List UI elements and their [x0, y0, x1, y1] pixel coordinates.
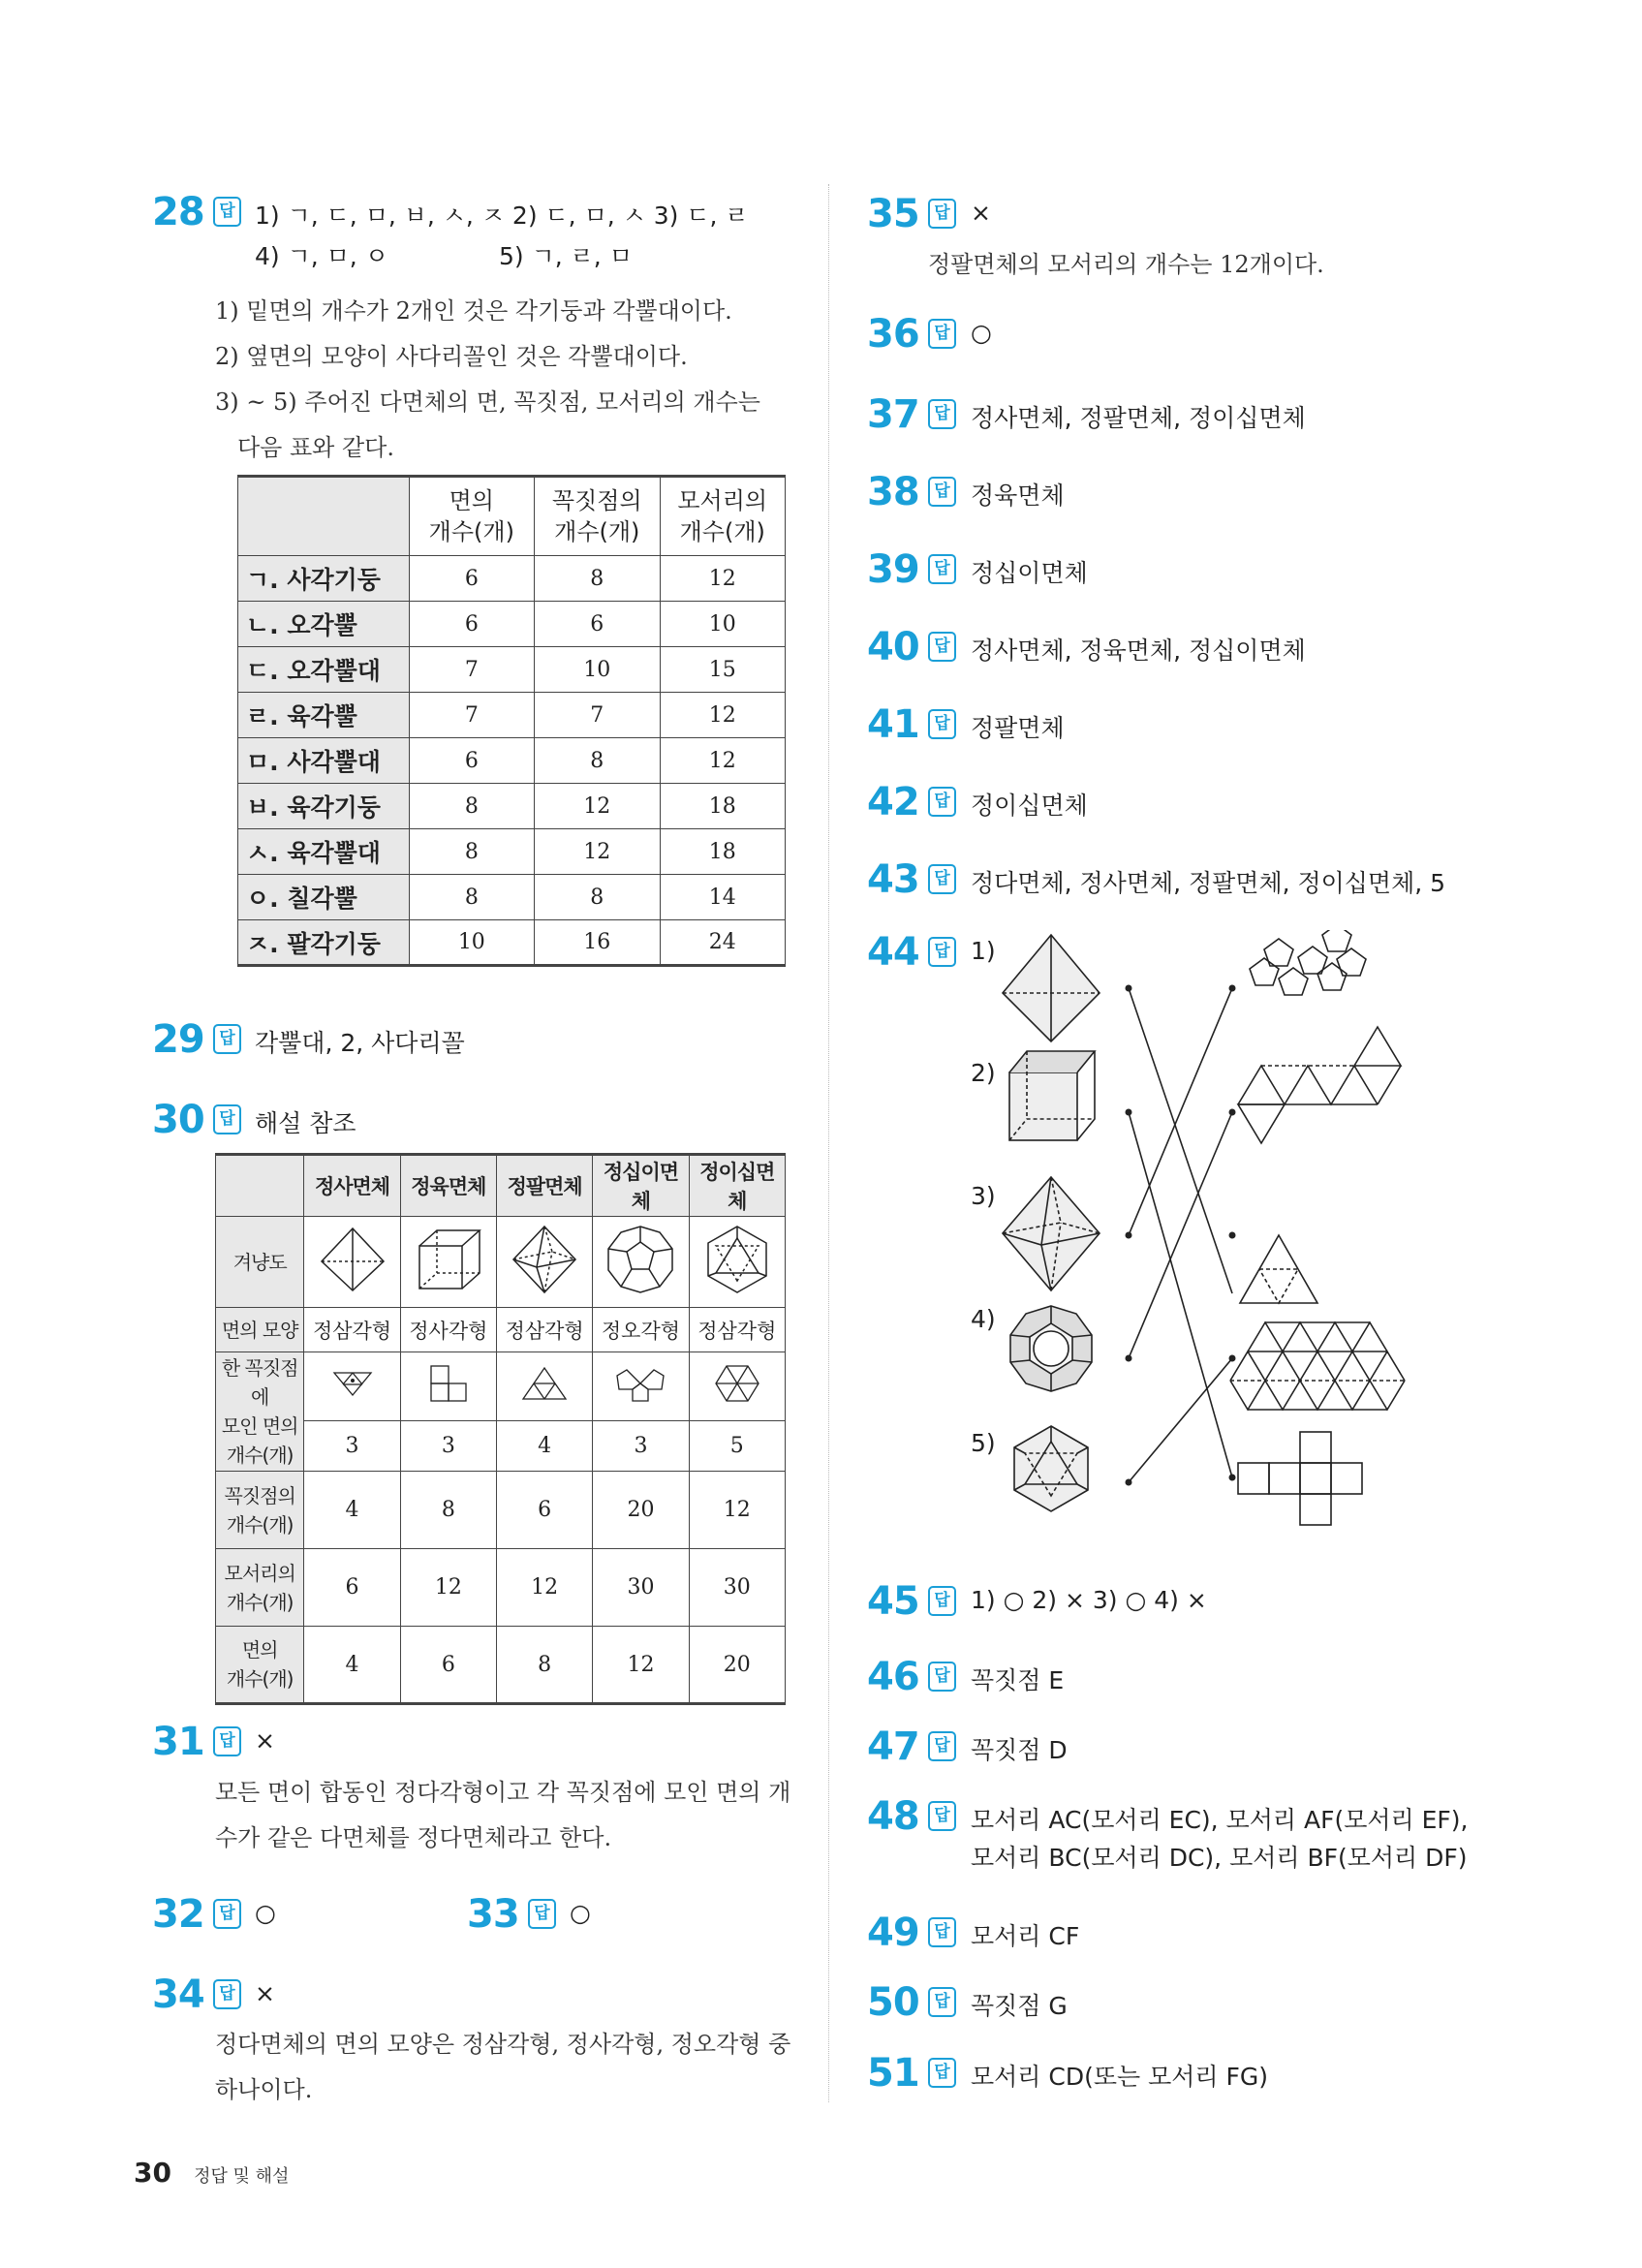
question-number: 43	[867, 857, 919, 902]
header-vertices: 꼭짓점의 개수(개)	[535, 477, 660, 556]
answer-badge: 답	[928, 1987, 956, 2017]
sketch-octahedron	[496, 1217, 592, 1308]
answer-badge: 답	[928, 1801, 956, 1831]
label-5: 5)	[971, 1429, 996, 1457]
row-label: ㅈ. 팔각기둥	[238, 920, 410, 966]
cell-value: 8	[535, 738, 660, 784]
question-number: 31	[152, 1720, 204, 1764]
answer-badge: 답	[928, 477, 956, 507]
answer-text: 정십이면체	[971, 559, 1088, 587]
answer-badge: 답	[928, 709, 956, 739]
question-number: 36	[867, 312, 919, 357]
vertex-figure-tetra	[304, 1352, 400, 1421]
answer-text: 모서리 CD(또는 모서리 FG)	[971, 2063, 1269, 2091]
row-label: ㄹ. 육각뿔	[238, 693, 410, 738]
answer-badge: 답	[928, 1586, 956, 1616]
cell-value: 12	[660, 556, 785, 602]
table-row	[238, 556, 786, 602]
explanation-2: 2) 옆면의 모양이 사다리꼴인 것은 각뿔대이다.	[215, 343, 688, 370]
answer-badge: 답	[213, 1726, 241, 1756]
vertex-count: 4	[304, 1472, 400, 1549]
cell-value: 18	[660, 784, 785, 829]
faces-at-vertex-value: 3	[400, 1420, 496, 1471]
header-tetrahedron: 정사면체	[304, 1155, 400, 1217]
edge-count: 12	[400, 1549, 496, 1627]
answer-badge: 답	[928, 1917, 956, 1947]
vertex-figure-dodeca	[593, 1352, 689, 1421]
answer-line-1: 모서리 AC(모서리 EC), 모서리 AF(모서리 EF),	[971, 1806, 1469, 1834]
answer-text: 각뿔대, 2, 사다리꼴	[255, 1029, 465, 1057]
question-number: 30	[152, 1098, 204, 1142]
row-label-face-count: 면의 개수(개)	[216, 1627, 304, 1704]
question-number: 38	[867, 470, 919, 514]
question-number: 46	[867, 1655, 919, 1699]
cell-value: 10	[535, 647, 660, 693]
faces-at-vertex-value: 3	[304, 1420, 400, 1471]
answer-badge: 답	[213, 197, 241, 227]
answer-text: ○	[570, 1899, 591, 1927]
cell-value: 24	[660, 920, 785, 966]
header-edges: 모서리의 개수(개)	[660, 477, 785, 556]
vertex-count: 8	[400, 1472, 496, 1549]
table-row	[238, 784, 786, 829]
answer-badge: 답	[213, 1104, 241, 1134]
cell-value: 6	[409, 602, 534, 647]
cell-value: 12	[660, 693, 785, 738]
label-4: 4)	[971, 1305, 996, 1333]
table-row	[238, 693, 786, 738]
regular-polyhedra-table	[215, 1153, 786, 1705]
answer-badge: 답	[213, 1024, 241, 1054]
row-label-edges: 모서리의 개수(개)	[216, 1549, 304, 1627]
cell-value: 12	[535, 784, 660, 829]
page-number: 30	[134, 2157, 171, 2189]
question-number: 49	[867, 1911, 919, 1955]
explanation-1: 1) 밑면의 개수가 2개인 것은 각기둥과 각뿔대이다.	[215, 297, 732, 325]
face-count: 6	[400, 1627, 496, 1704]
icosahedron-figure	[1014, 1426, 1088, 1511]
cell-value: 8	[409, 875, 534, 920]
header-faces: 면의 개수(개)	[409, 477, 534, 556]
row-label: ㅅ. 육각뿔대	[238, 829, 410, 875]
table-row	[238, 875, 786, 920]
sketch-icosahedron	[689, 1217, 785, 1308]
edge-count: 30	[593, 1549, 689, 1627]
answer-badge: 답	[213, 1899, 241, 1929]
explanation-1: 모든 면이 합동인 정다각형이고 각 꼭짓점에 모인 면의 개	[215, 1779, 791, 1806]
cell-value: 8	[409, 784, 534, 829]
answer-text: 정육면체	[971, 482, 1065, 510]
tetrahedron-figure	[1003, 935, 1100, 1041]
row-label-vertices: 꼭짓점의 개수(개)	[216, 1472, 304, 1549]
cell-value: 7	[409, 693, 534, 738]
vertex-figure-octa	[496, 1352, 592, 1421]
header-octahedron: 정팔면체	[496, 1155, 592, 1217]
row-label: ㄴ. 오각뿔	[238, 602, 410, 647]
answer-text: ×	[255, 1726, 275, 1755]
question-number: 42	[867, 780, 919, 824]
cell-value: 12	[660, 738, 785, 784]
answer-text: 정사면체, 정육면체, 정십이면체	[971, 637, 1306, 665]
answer-text: 꼭짓점 G	[971, 1992, 1068, 2020]
table-row	[238, 647, 786, 693]
vertex-count: 12	[689, 1472, 785, 1549]
row-label-face-shape: 면의 모양	[216, 1308, 304, 1352]
answer-badge: 답	[928, 554, 956, 584]
edge-count: 30	[689, 1549, 785, 1627]
question-number: 32	[152, 1892, 204, 1937]
answer-badge: 답	[928, 1731, 956, 1761]
label-2: 2)	[971, 1059, 996, 1087]
answer-text: ○	[971, 319, 992, 347]
cell-value: 6	[535, 602, 660, 647]
face-count: 8	[496, 1627, 592, 1704]
cell-value: 6	[409, 556, 534, 602]
question-number: 48	[867, 1794, 919, 1839]
question-number: 37	[867, 392, 919, 437]
table-row	[238, 738, 786, 784]
question-number: 45	[867, 1579, 919, 1624]
answer-text: 꼭짓점 E	[971, 1666, 1065, 1694]
dodecahedron-figure	[1010, 1306, 1092, 1391]
header-dodecahedron: 정십이면체	[593, 1155, 689, 1217]
question-number: 34	[152, 1973, 204, 2017]
answer-text: 모서리 CF	[971, 1922, 1080, 1950]
cell-value: 8	[535, 556, 660, 602]
answer-text: ○	[255, 1899, 276, 1927]
answer-text: 1) ○ 2) × 3) ○ 4) ×	[971, 1586, 1207, 1614]
faces-at-vertex-value: 3	[593, 1420, 689, 1471]
question-number: 33	[467, 1892, 519, 1937]
cell-value: 10	[660, 602, 785, 647]
cell-value: 12	[535, 829, 660, 875]
cell-value: 10	[409, 920, 534, 966]
question-number: 39	[867, 547, 919, 592]
faces-at-vertex-value: 5	[689, 1420, 785, 1471]
footer-title: 정답 및 해설	[194, 2166, 290, 2187]
row-label-sketch: 겨냥도	[216, 1217, 304, 1308]
answer-badge: 답	[528, 1899, 556, 1929]
answer-text: 정다면체, 정사면체, 정팔면체, 정이십면체, 5	[971, 869, 1446, 897]
sketch-cube	[400, 1217, 496, 1308]
answer-badge: 답	[928, 199, 956, 229]
dodecahedron-net	[1250, 930, 1366, 995]
face-shape: 정삼각형	[496, 1308, 592, 1352]
question-number: 29	[152, 1017, 204, 1062]
answer-text: 해설 참조	[255, 1109, 356, 1137]
face-count: 20	[689, 1627, 785, 1704]
table-corner	[216, 1155, 304, 1217]
row-label: ㅁ. 사각뿔대	[238, 738, 410, 784]
face-count: 4	[304, 1627, 400, 1704]
question-number: 50	[867, 1980, 919, 2025]
answer-badge: 답	[928, 2058, 956, 2088]
answer-text: 정이십면체	[971, 792, 1088, 820]
header-cube: 정육면체	[400, 1155, 496, 1217]
cell-value: 7	[535, 693, 660, 738]
faces-at-vertex-value: 4	[496, 1420, 592, 1471]
face-shape: 정삼각형	[304, 1308, 400, 1352]
answer-badge: 답	[928, 399, 956, 429]
table-corner	[238, 477, 410, 556]
vertex-figure-cube	[400, 1352, 496, 1421]
cube-net	[1238, 1432, 1362, 1525]
label-1: 1)	[971, 937, 996, 965]
edge-count: 6	[304, 1549, 400, 1627]
answer-line-2a: 4) ㄱ, ㅁ, ㅇ	[255, 242, 388, 270]
page-footer	[134, 2157, 289, 2189]
table-row	[238, 920, 786, 966]
answer-badge: 답	[928, 632, 956, 662]
table-row	[238, 829, 786, 875]
sketch-tetrahedron	[304, 1217, 400, 1308]
row-label: ㄷ. 오각뿔대	[238, 647, 410, 693]
answer-text: 정팔면체	[971, 714, 1065, 742]
table-row	[238, 602, 786, 647]
explanation-1: 정팔면체의 모서리의 개수는 12개이다.	[928, 251, 1324, 278]
row-label: ㅇ. 칠각뿔	[238, 875, 410, 920]
face-shape: 정삼각형	[689, 1308, 785, 1352]
header-icosahedron: 정이십면체	[689, 1155, 785, 1217]
face-count: 12	[593, 1627, 689, 1704]
answer-line-1: 1) ㄱ, ㄷ, ㅁ, ㅂ, ㅅ, ㅈ 2) ㄷ, ㅁ, ㅅ 3) ㄷ, ㄹ	[255, 202, 749, 230]
question-number: 35	[867, 192, 919, 236]
answer-badge: 답	[928, 937, 956, 967]
answer-text: 꼭짓점 D	[971, 1736, 1068, 1764]
row-label-faces-at-vertex: 한 꼭짓점에 모인 면의 개수(개)	[216, 1352, 304, 1472]
explanation-2: 수가 같은 다면체를 정다면체라고 한다.	[215, 1824, 612, 1851]
explanation-2: 하나이다.	[215, 2076, 313, 2103]
answer-badge: 답	[928, 319, 956, 349]
matching-diagram	[988, 930, 1453, 1550]
answer-badge: 답	[213, 1979, 241, 2009]
question-number: 40	[867, 625, 919, 669]
explanation-4: 다음 표와 같다.	[237, 434, 394, 461]
answer-badge: 답	[928, 1662, 956, 1692]
cell-value: 18	[660, 829, 785, 875]
cell-value: 14	[660, 875, 785, 920]
vertex-count: 6	[496, 1472, 592, 1549]
question-number: 41	[867, 702, 919, 747]
answer-text: ×	[971, 199, 991, 227]
cell-value: 7	[409, 647, 534, 693]
cell-value: 6	[409, 738, 534, 784]
edge-count: 12	[496, 1549, 592, 1627]
question-number: 51	[867, 2051, 919, 2096]
row-label: ㄱ. 사각기둥	[238, 556, 410, 602]
question-number: 28	[152, 190, 204, 234]
answer-text: ×	[255, 1979, 275, 2007]
answer-line-2: 모서리 BC(모서리 DC), 모서리 BF(모서리 DF)	[971, 1844, 1468, 1872]
explanation-3: 3) ~ 5) 주어진 다면체의 면, 꼭짓점, 모서리의 개수는	[215, 388, 760, 416]
cell-value: 8	[535, 875, 660, 920]
cell-value: 15	[660, 647, 785, 693]
icosahedron-net	[1230, 1322, 1405, 1410]
explanation-1: 정다면체의 면의 모양은 정삼각형, 정사각형, 정오각형 중	[215, 2031, 791, 2058]
answer-badge: 답	[928, 787, 956, 817]
column-divider	[828, 184, 829, 2102]
vertex-count: 20	[593, 1472, 689, 1549]
sketch-dodecahedron	[593, 1217, 689, 1308]
cube-figure	[1009, 1051, 1095, 1140]
question-number: 47	[867, 1724, 919, 1769]
question-number: 44	[867, 930, 919, 975]
face-shape: 정오각형	[593, 1308, 689, 1352]
cell-value: 8	[409, 829, 534, 875]
face-shape: 정사각형	[400, 1308, 496, 1352]
octahedron-net	[1238, 1027, 1401, 1143]
tetrahedron-net	[1240, 1235, 1317, 1303]
label-3: 3)	[971, 1182, 996, 1210]
cell-value: 16	[535, 920, 660, 966]
answer-line-2b: 5) ㄱ, ㄹ, ㅁ	[499, 242, 633, 270]
row-label: ㅂ. 육각기둥	[238, 784, 410, 829]
polyhedra-count-table	[237, 475, 786, 967]
answer-badge: 답	[928, 864, 956, 894]
octahedron-figure	[1003, 1177, 1100, 1290]
answer-text: 정사면체, 정팔면체, 정이십면체	[971, 404, 1306, 432]
vertex-figure-icosa	[689, 1352, 785, 1421]
